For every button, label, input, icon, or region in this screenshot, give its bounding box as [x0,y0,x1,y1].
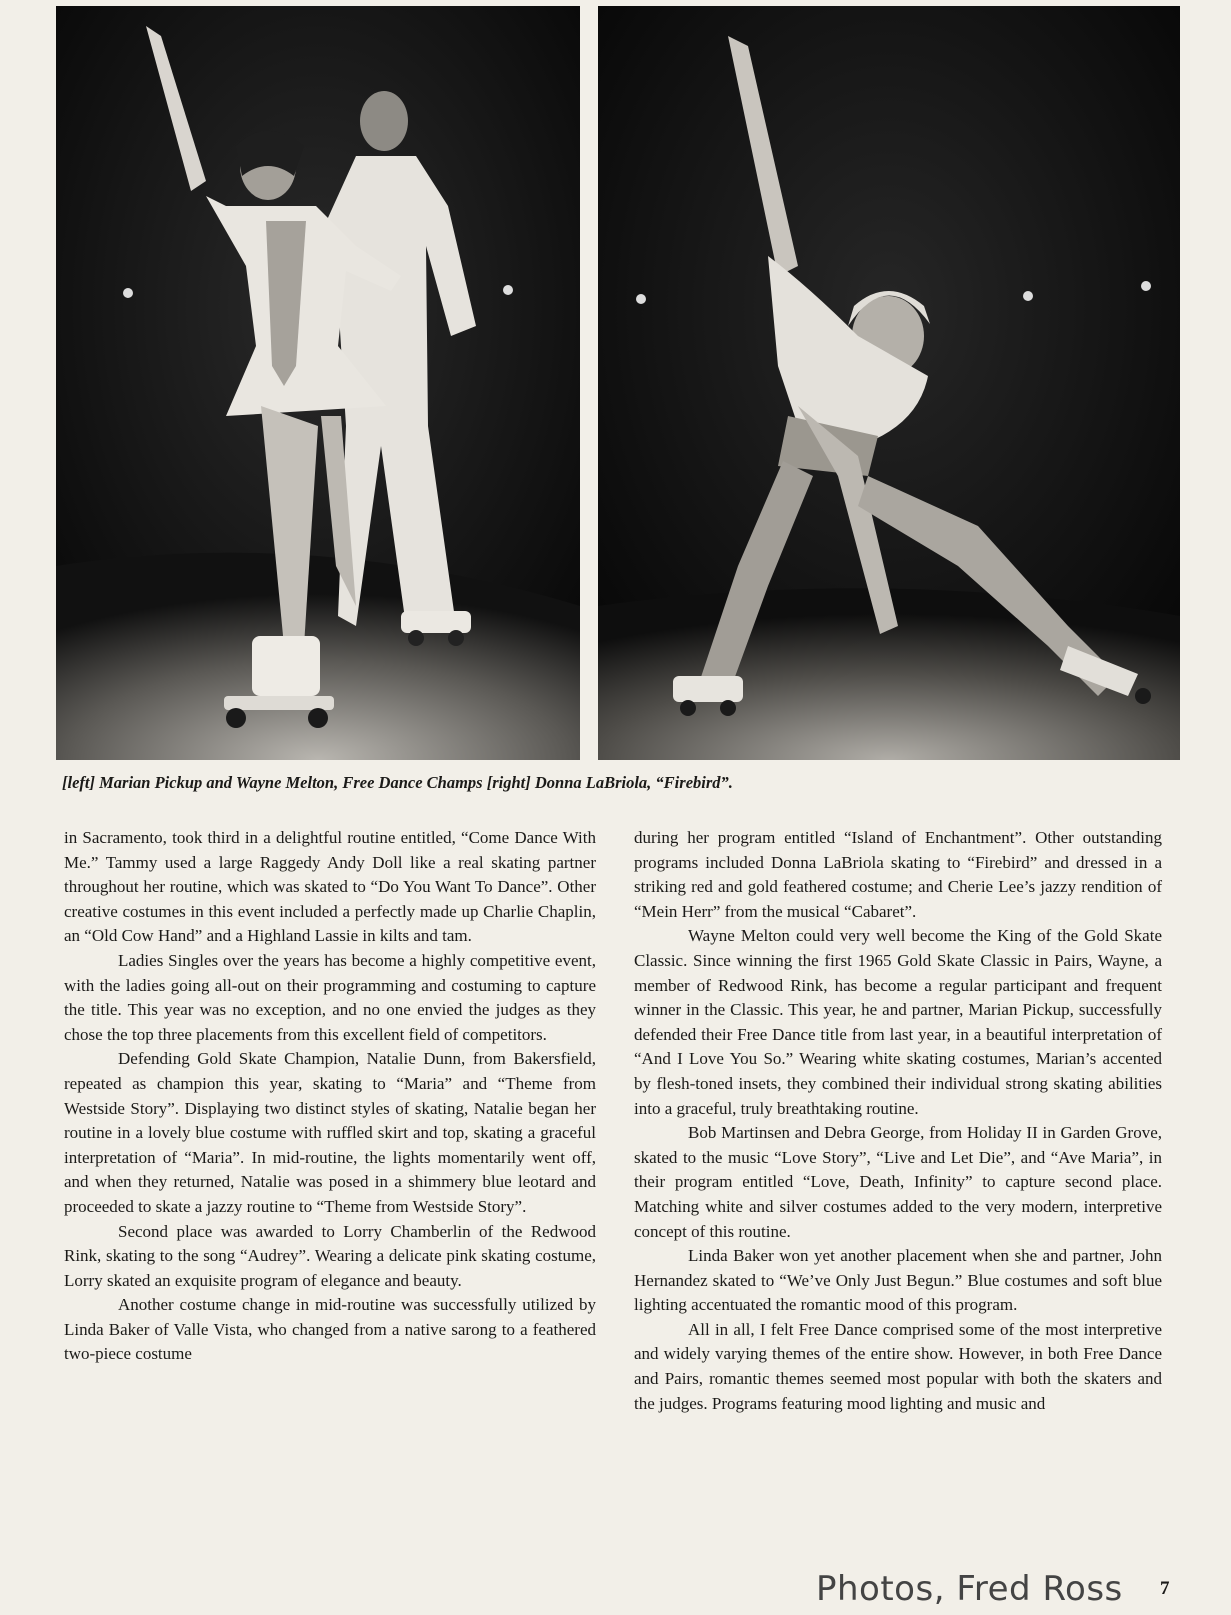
paragraph: during her program entitled “Island of Enchantment”. Other outstanding programs included Donna LaBriola skating to “Firebird” and dressed in a striking red and gold feathered costume; and Cherie Lee’s jazzy rendition of “Mein Herr” from the musical “Cabaret”. [634,828,1162,921]
photo-free-dance-pair [56,6,580,760]
photo-free-dance-pair-image [56,6,580,760]
photo-caption: [left] Marian Pickup and Wayne Melton, Free Dance Champs [right] Donna LaBriola, “Firebird”. [62,773,733,792]
page-number: 7 [1160,1578,1170,1599]
article-column-left [64,826,596,1367]
article-column-right [634,826,1162,1416]
paragraph: Defending Gold Skate Champion, Natalie Dunn, from Bakersfield, repeated as champion this year, skating to “Maria” and “Theme from Westside Story”. Displaying two distinct styles of skating, Natalie began her routine in a lovely blue costume with ruffled skirt and top, skating a graceful interpretation of “Maria”. In mid-routine, the lights momentarily went off, and when they returned, Natalie was posed in a shimmery blue leotard and proceeded to skate a jazzy routine to “Theme from Westside Story”. [64,1049,596,1216]
photo-firebird-skater [598,6,1180,760]
paragraph: All in all, I felt Free Dance comprised some of the most interpretive and widely varying themes of the entire show. However, in both Free Dance and Pairs, romantic themes seemed most popular with both the skaters and the judges. Programs featuring mood lighting and music and [634,1319,1162,1413]
paragraph: Another costume change in mid-routine was successfully utilized by Linda Baker of Valle Vista, who changed from a native sarong to a feathered two-piece costume [64,1295,596,1364]
photo-credit: Photos, Fred Ross [816,1569,1123,1609]
paragraph: Ladies Singles over the years has become a highly competitive event, with the ladies going all-out on their programming and costuming to capture the title. This year was no exception, and no one envied the judges as they chose the top three placements from this excellent field of competitors. [64,950,596,1044]
paragraph: Wayne Melton could very well become the King of the Gold Skate Classic. Since winning the first 1965 Gold Skate Classic in Pairs, Wayne, a member of Redwood Rink, has become a regular participant and frequent winner in the Classic. This year, he and partner, Marian Pickup, successfully defended their Free Dance title from last year, in a beautiful interpretation of “And I Love You So.” Wearing white skating costumes, Marian’s accented by flesh-toned insets, they combined their individual strong skating abilities into a graceful, truly breathtaking routine. [634,926,1162,1118]
paragraph: in Sacramento, took third in a delightful routine entitled, “Come Dance With Me.” Tammy used a large Raggedy Andy Doll like a real skating partner throughout her routine, which was skated to “Do You Want To Dance”. Other creative costumes in this event included a perfectly made up Charlie Chaplin, an “Old Cow Hand” and a Highland Lassie in kilts and tam. [64,828,596,946]
paragraph: Linda Baker won yet another placement when she and partner, John Hernandez skated to “We’ve Only Just Begun.” Blue costumes and soft blue lighting accentuated the romantic mood of this program. [634,1246,1162,1315]
paragraph: Bob Martinsen and Debra George, from Holiday II in Garden Grove, skated to the music “Love Story”, “Live and Let Die”, and “Ave Maria”, in their program entitled “Love, Death, Infinity” to capture second place. Matching white and silver costumes added to the very modern, interpretive concept of this routine. [634,1123,1162,1241]
photo-firebird-skater-image [598,6,1180,760]
paragraph: Second place was awarded to Lorry Chamberlin of the Redwood Rink, skating to the song “Audrey”. Wearing a delicate pink skating costume, Lorry skated an exquisite program of elegance and beauty. [64,1221,596,1290]
